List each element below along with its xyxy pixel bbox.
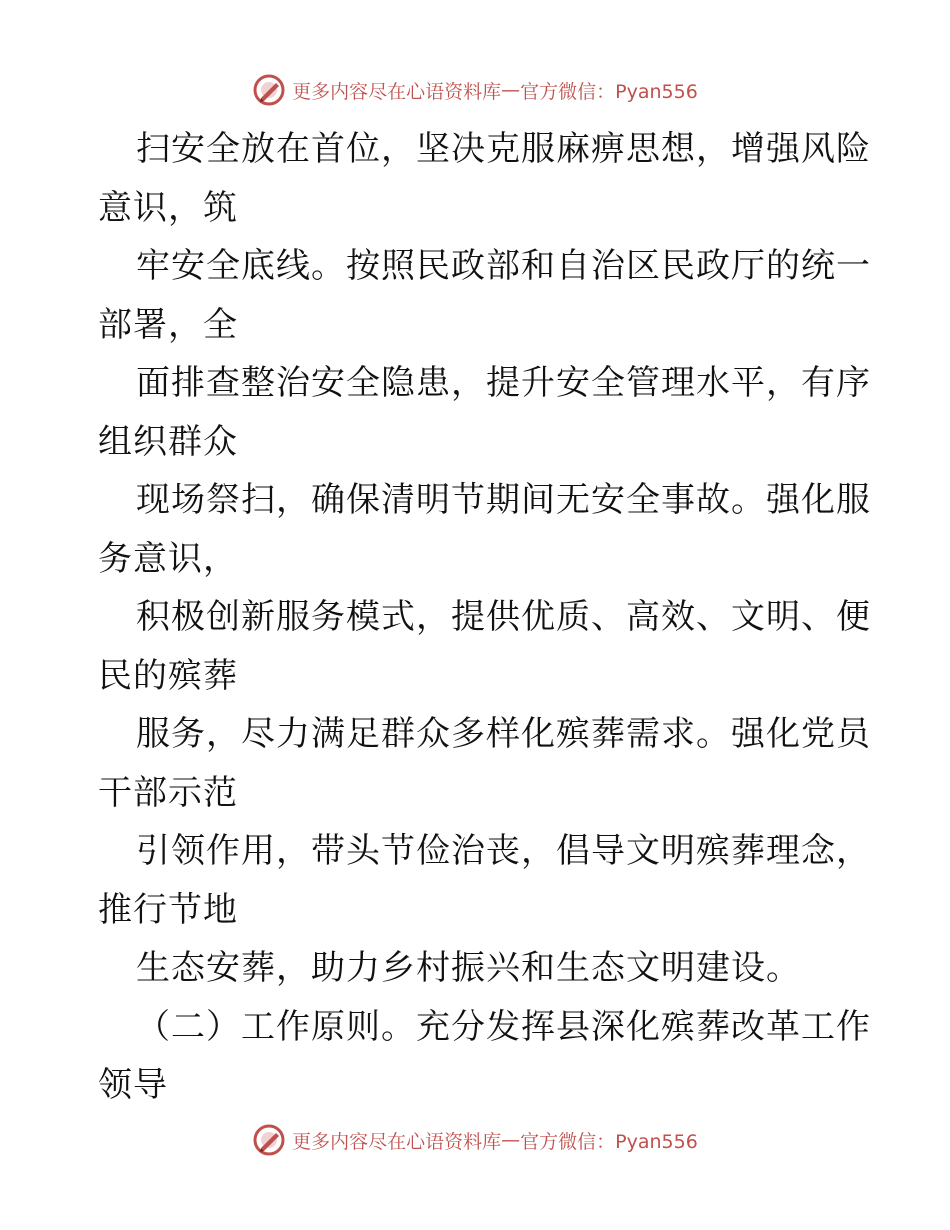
text-line: 引领作用，带头节俭治丧，倡导文明殡葬理念， (136, 831, 871, 871)
text-line: 组织群众 (98, 421, 238, 462)
text-line: 干部示范 (98, 772, 238, 813)
text-line: 牢安全底线。按照民政部和自治区民政厅的统一 (136, 246, 871, 286)
watermark-title: 更多内容尽在心语资料库 (292, 1130, 502, 1153)
pen-badge-icon (252, 1123, 286, 1157)
text-line: 推行节地 (98, 889, 238, 930)
watermark-account: 官方微信：Pyan556 (520, 1130, 698, 1153)
watermark-separator: — (501, 1129, 521, 1151)
header-watermark (0, 72, 950, 108)
text-line: 扫安全放在首位，坚决克服麻痹思想，增强风险 (136, 129, 871, 169)
document-body (98, 120, 871, 1115)
text-line: （二）工作原则。充分发挥县深化殡葬改革工作 (136, 1006, 871, 1047)
text-line: 部署，全 (98, 304, 238, 345)
footer-watermark (0, 1122, 950, 1158)
text-line: 民的殡葬 (98, 655, 238, 696)
text-line: 积极创新服务模式，提供优质、高效、文明、便 (136, 597, 871, 637)
text-line: 服务，尽力满足群众多样化殡葬需求。强化党员 (136, 714, 871, 754)
text-line: 务意识， (98, 538, 238, 579)
text-line: 领导 (98, 1065, 168, 1105)
watermark-separator: — (501, 79, 521, 101)
pen-badge-icon (252, 73, 286, 107)
text-line: 意识，筑 (98, 187, 238, 228)
watermark-account: 官方微信：Pyan556 (520, 80, 698, 103)
text-line: 生态安葬，助力乡村振兴和生态文明建设。 (136, 948, 801, 988)
text-line: 面排查整治安全隐患，提升安全管理水平，有序 (136, 363, 871, 403)
text-line: 现场祭扫，确保清明节期间无安全事故。强化服 (136, 480, 871, 520)
watermark-title: 更多内容尽在心语资料库 (292, 80, 502, 103)
